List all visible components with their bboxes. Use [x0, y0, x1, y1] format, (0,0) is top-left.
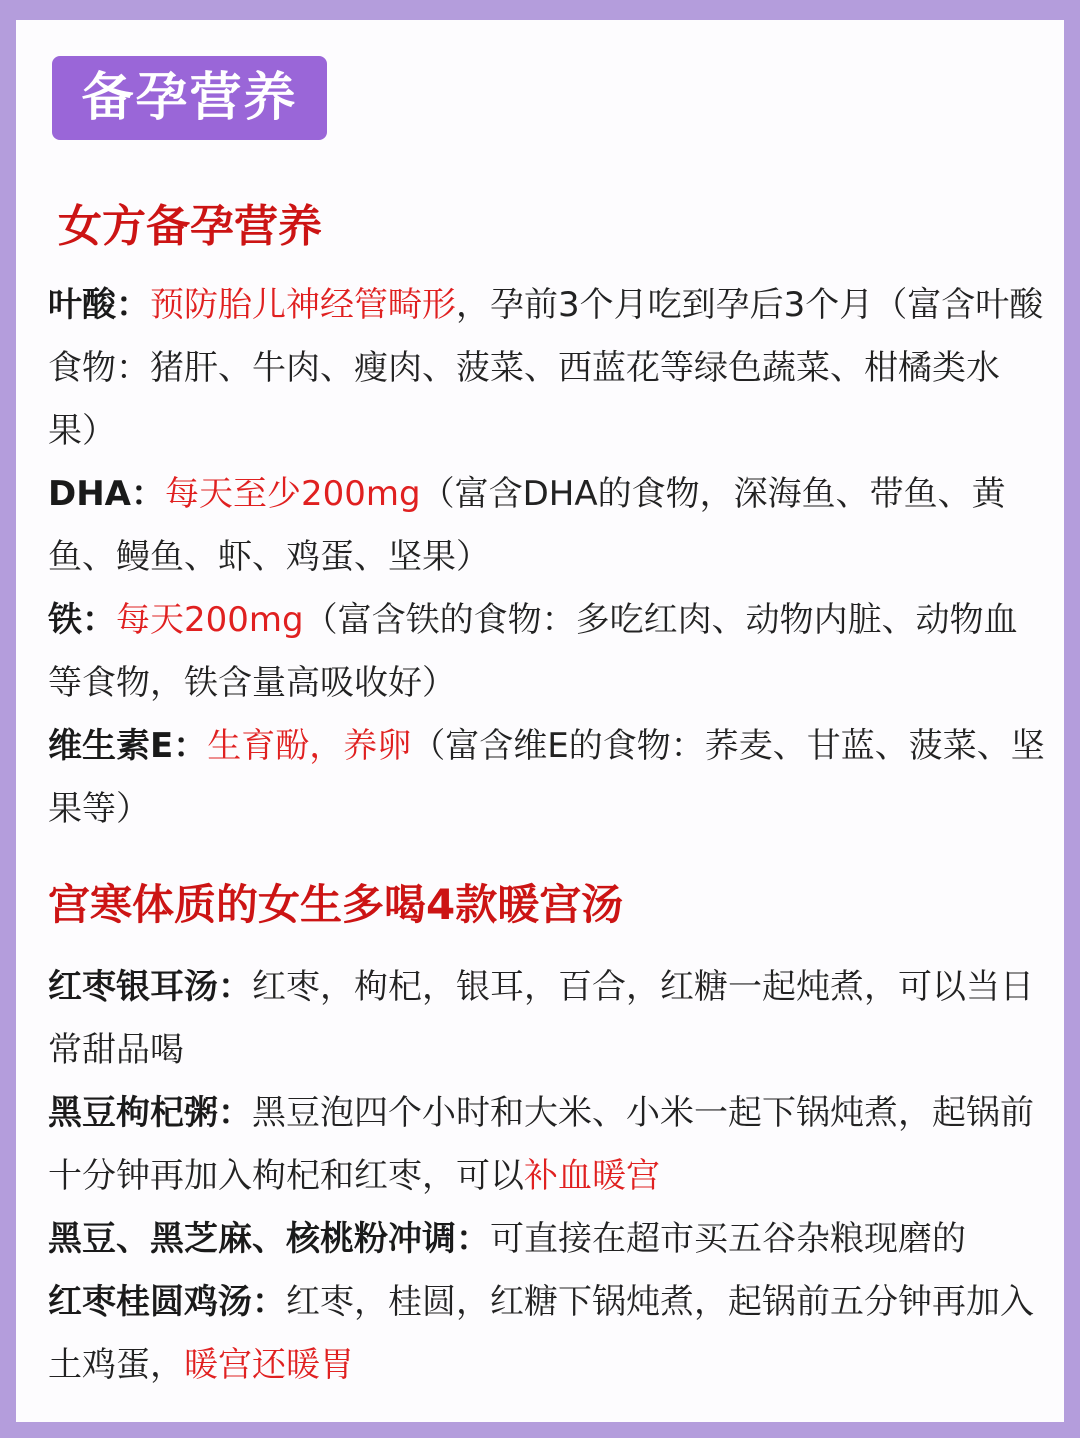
list-item-dha [48, 463, 1048, 589]
item-highlight: 补血暖宫 [524, 1156, 660, 1196]
item-highlight: 生育酚，养卵 [207, 726, 412, 766]
item-label: DHA： [48, 474, 165, 514]
item-text: 可直接在超市买五谷杂粮现磨的 [490, 1219, 966, 1259]
item-text: （富含铁的食物：多吃红肉、动物内脏、动物血等食物，铁含量高吸收好） [48, 600, 1018, 703]
item-text: 红枣，枸杞，银耳，百合，红糖一起炖煮，可以当日常甜品喝 [48, 967, 1034, 1070]
item-label: 维生素E： [48, 726, 208, 766]
section-title-female-nutrition: 女方备孕营养 [58, 201, 322, 252]
item-text: ，孕前3个月吃到孕后3个月（富含叶酸食物：猪肝、牛肉、瘦肉、菠菜、西蓝花等绿色蔬菜、柑橘类水果） [48, 285, 1044, 451]
list-item-jujube-tremella-soup [48, 956, 1048, 1082]
list-item-jujube-longan-chicken-soup [48, 1271, 1048, 1397]
item-highlight: 预防胎儿神经管畸形 [150, 285, 456, 325]
list-item-vitamin-e [48, 715, 1048, 841]
item-text: 黑豆泡四个小时和大米、小米一起下锅炖煮，起锅前十分钟再加入枸杞和红枣，可以 [48, 1093, 1034, 1196]
item-highlight: 暖宫还暖胃 [184, 1345, 354, 1385]
content-card [16, 20, 1064, 1422]
list-item-folic-acid [48, 274, 1048, 463]
item-text: 红枣，桂圆，红糖下锅炖煮，起锅前五分钟再加入土鸡蛋， [48, 1282, 1034, 1385]
list-item-black-sesame-walnut-powder [48, 1208, 1048, 1271]
item-label: 铁： [48, 600, 116, 640]
item-label: 红枣桂圆鸡汤： [48, 1282, 286, 1322]
item-label: 黑豆枸杞粥： [48, 1093, 252, 1133]
category-tag: 备孕营养 [52, 56, 327, 140]
item-label: 黑豆、黑芝麻、核桃粉冲调： [48, 1219, 490, 1259]
item-highlight: 每天至少200mg [165, 474, 421, 514]
nutrition-list [48, 274, 1048, 841]
item-label: 叶酸： [48, 285, 150, 325]
section-title-warm-soups: 宫寒体质的女生多喝4款暖宫汤 [48, 880, 624, 929]
item-highlight: 每天200mg [116, 600, 304, 640]
item-text: （富含DHA的食物，深海鱼、带鱼、黄鱼、鳗鱼、虾、鸡蛋、坚果） [48, 474, 1006, 577]
soup-list [48, 956, 1048, 1397]
list-item-iron [48, 589, 1048, 715]
item-label: 红枣银耳汤： [48, 967, 252, 1007]
list-item-black-bean-porridge [48, 1082, 1048, 1208]
item-text: （富含维E的食物：荞麦、甘蓝、菠菜、坚果等） [48, 726, 1045, 829]
